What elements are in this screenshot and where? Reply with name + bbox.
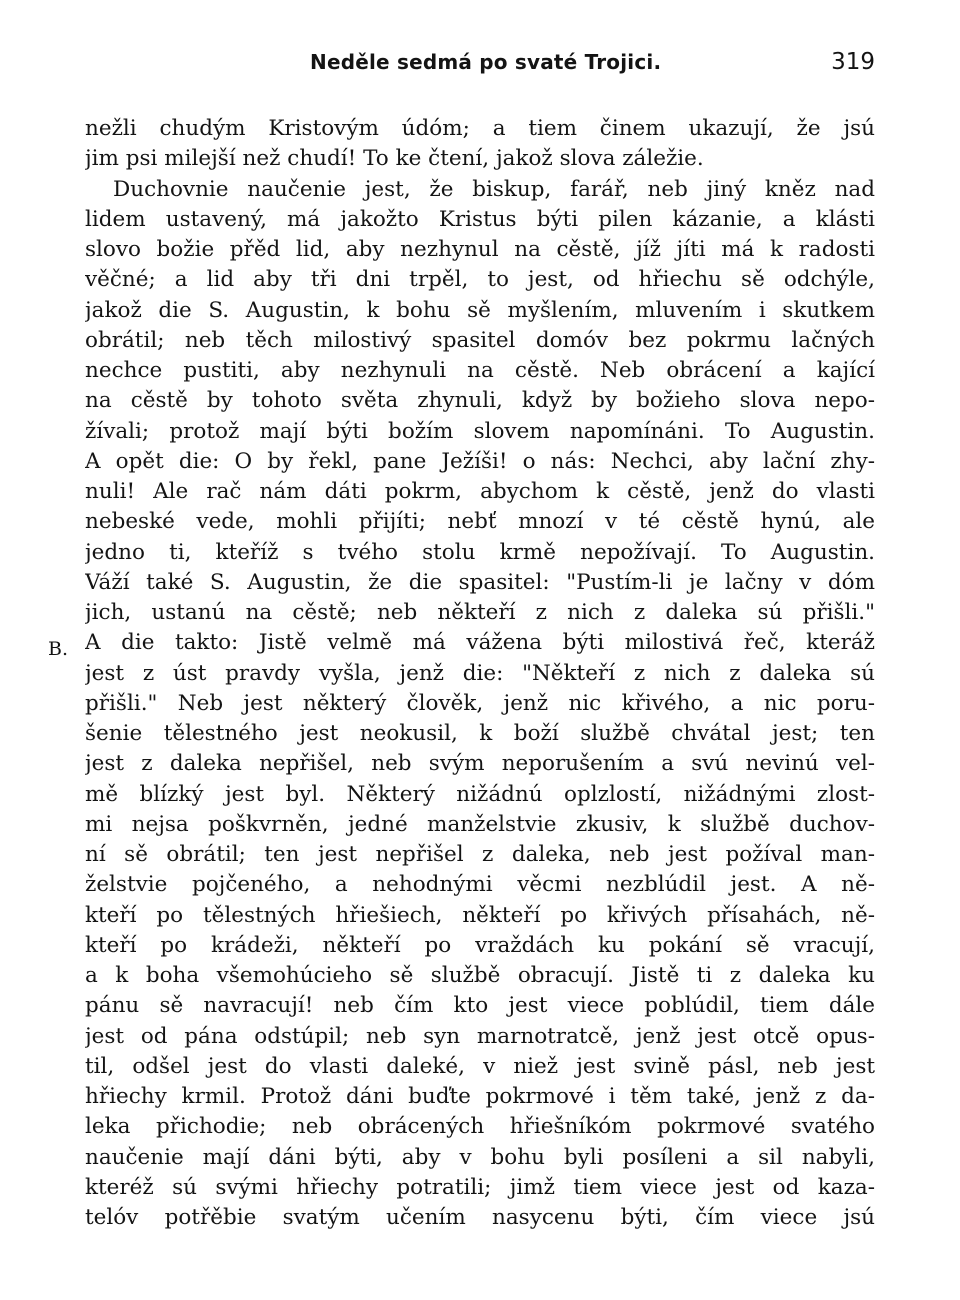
text-line: šenie tělestného jest neokusil, k boží službě chvátal jest; ten	[85, 721, 875, 746]
text-line: Váží také S. Augustin, že die spasitel: "Pustím-li je lačny v dóm	[85, 569, 875, 595]
text-line: A opět die: O by řekl, pane Ježíši! o nás: Nechci, aby lační zhy-	[85, 448, 875, 474]
text-line: lidem ustavený, má jakožto Kristus býti pilen kázanie, a klásti	[85, 206, 875, 232]
text-line: jest z daleka nepřišel, neb svým neporušením a svú nevinú vel-	[85, 751, 875, 777]
text-line: želstvie pojčeného, a nehodnými věcmi nezblúdil jest. A ně-	[85, 872, 875, 898]
text-line: pánu sě navracují! neb čím kto jest viece poblúdil, tiem dále	[85, 993, 875, 1019]
text-line: jakož die S. Augustin, k bohu sě myšlením, mluvením i skutkem	[85, 297, 875, 323]
page-number: 319	[831, 49, 875, 75]
text-line: hřiechy krmil. Protož dáni buďte pokrmové i těm také, jenž z da-	[85, 1084, 875, 1109]
text-line: kteréž sú svými hřiechy potratili; jimž tiem viece jest od kaza-	[85, 1174, 875, 1200]
text-line: nežli chudým Kristovým údóm; a tiem činem ukazují, že jsú	[85, 116, 875, 141]
running-header	[85, 44, 875, 80]
text-line: mě blízký jest byl. Některý nižádnú oplzlostí, nižádnými zlost-	[85, 781, 875, 807]
text-line: žívali; protož mají býti božím slovem napomínáni. To Augustin.	[85, 418, 875, 444]
text-line: slovo božie přěd lid, aby nezhynul na cěstě, jíž jíti má k radosti	[85, 237, 875, 262]
text-line: leka přichodie; neb obrácených hřiešníkóm pokrmové svatého	[85, 1114, 875, 1140]
header-title: Neděle sedmá po svaté Trojici.	[310, 50, 662, 74]
margin-note: B.	[48, 638, 69, 660]
text-line: naučenie mají dáni býti, aby v bohu byli posíleni a sil nabyli,	[85, 1144, 875, 1170]
text-line: Duchovnie naučenie jest, že biskup, farář, neb jiný kněz nad	[113, 176, 875, 202]
text-line: na cěstě by tohoto světa zhynuli, když by božieho slova nepo-	[85, 388, 875, 414]
text-line: kteří po krádeži, někteří po vraždách ku pokání sě vracují,	[85, 932, 875, 958]
text-line: jich, ustanú na cěstě; neb někteří z nich z daleka sú přišli."	[85, 600, 875, 625]
text-line: jest od pána odstúpil; neb syn marnotratcě, jenž jest otcě opus-	[85, 1023, 875, 1049]
text-line: ní sě obrátil; ten jest nepřišel z daleka, neb jest požíval man-	[85, 842, 875, 867]
text-line: věčné; a lid aby tři dni trpěl, to jest, od hřiechu sě odchýle,	[85, 267, 875, 293]
text-line: nebeské vede, mohli přijíti; nebť mnozí v té cěstě hynú, ale	[85, 509, 875, 535]
text-line: obrátil; neb těch milostivý spasitel domóv bez pokrmu lačných	[85, 327, 875, 353]
text-line: til, odšel jest do vlasti daleké, v niež jest svině pásl, neb jest	[85, 1053, 875, 1079]
text-line: nuli! Ale rač nám dáti pokrm, abychom k cěstě, jenž do vlasti	[85, 479, 875, 504]
text-line: nechce pustiti, aby nezhynuli na cěstě. Neb obrácení a kající	[85, 358, 875, 383]
text-line: jim psi milejší než chudí! To ke čtení, jakož slova záležie.	[85, 146, 704, 172]
text-line: A die takto: Jistě velmě má vážena býti milostivá řeč, kteráž	[85, 630, 875, 656]
text-line: kteří po tělestných hřiešiech, někteří po křivých přísahách, ně-	[85, 902, 875, 928]
text-line: přišli." Neb jest některý člověk, jenž nic křivého, a nic poru-	[85, 690, 875, 716]
text-line: jest z úst pravdy vyšla, jenž die: "Někteří z nich z daleka sú	[85, 660, 875, 686]
text-line: mi nejsa poškvrněn, jedné manželstvie zkusiv, k službě duchov-	[85, 811, 875, 837]
text-line: telóv potřěbie svatým učením nasycenu býti, čím viece jsú	[85, 1205, 875, 1230]
body-text	[85, 114, 875, 1233]
text-line: jedno ti, kteříž s tvého stolu krmě nepožívají. To Augustin.	[85, 539, 875, 565]
text-line: a k boha všemohúcieho sě službě obracují. Jistě ti z daleka ku	[85, 963, 875, 988]
